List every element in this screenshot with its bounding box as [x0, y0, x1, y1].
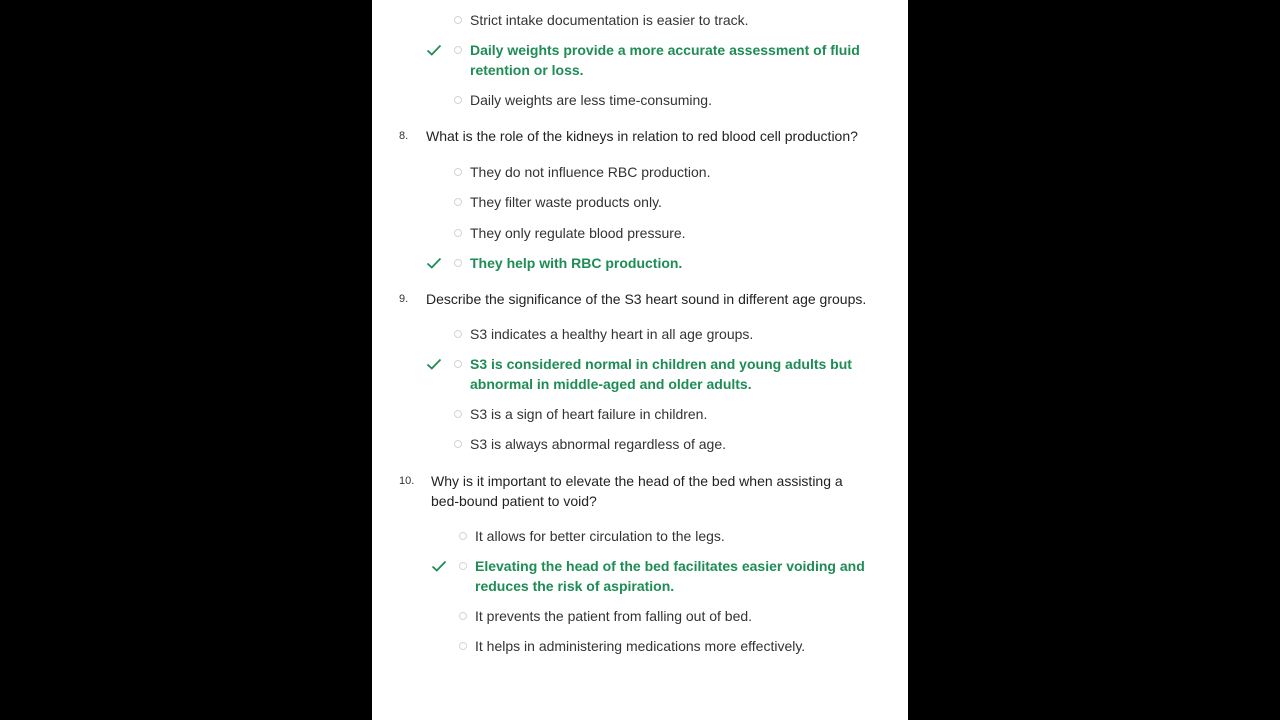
option-text: It prevents the patient from falling out of bed.	[475, 608, 753, 624]
option-text: It allows for better circulation to the legs.	[475, 528, 725, 544]
radio-circle-icon[interactable]	[459, 612, 467, 620]
answer-option[interactable]	[426, 163, 866, 183]
answer-option[interactable]	[426, 405, 866, 425]
option-text: They do not influence RBC production.	[470, 164, 711, 180]
radio-circle-icon[interactable]	[459, 532, 467, 540]
answer-option-correct[interactable]	[426, 41, 866, 78]
question-text: Describe the significance of the S3 heart sound in different age groups.	[426, 291, 867, 307]
answer-option[interactable]	[426, 11, 866, 31]
radio-circle-icon[interactable]	[459, 562, 467, 570]
option-text: Strict intake documentation is easier to track.	[470, 12, 749, 28]
option-text: Daily weights provide a more accurate assessment of fluid retention or loss.	[470, 42, 860, 78]
answer-option[interactable]	[426, 435, 866, 455]
answer-option[interactable]	[426, 193, 866, 213]
answer-option[interactable]	[426, 325, 866, 345]
option-text: Daily weights are less time-consuming.	[470, 92, 712, 108]
radio-circle-icon[interactable]	[454, 229, 462, 237]
radio-circle-icon[interactable]	[454, 360, 462, 368]
radio-circle-icon[interactable]	[454, 16, 462, 24]
radio-circle-icon[interactable]	[454, 198, 462, 206]
checkmark-icon	[426, 255, 442, 271]
option-text: Elevating the head of the bed facilitates easier voiding and reduces the risk of aspiration.	[475, 558, 865, 594]
question-number: 10.	[399, 475, 415, 487]
radio-circle-icon[interactable]	[454, 330, 462, 338]
question-number: 9.	[399, 293, 409, 305]
radio-circle-icon[interactable]	[454, 259, 462, 267]
question-text: Why is it important to elevate the head of the bed when assisting a bed-bound patient to void?	[431, 473, 843, 509]
option-text: S3 is a sign of heart failure in children.	[470, 406, 708, 422]
answer-option[interactable]	[426, 224, 866, 244]
answer-option[interactable]	[431, 607, 871, 627]
answer-option[interactable]	[426, 91, 866, 111]
radio-circle-icon[interactable]	[459, 642, 467, 650]
radio-circle-icon[interactable]	[454, 96, 462, 104]
option-text: They help with RBC production.	[470, 255, 683, 271]
radio-circle-icon[interactable]	[454, 46, 462, 54]
checkmark-icon	[426, 356, 442, 372]
question-text: What is the role of the kidneys in relation to red blood cell production?	[426, 128, 858, 144]
answer-option-correct[interactable]	[426, 254, 866, 274]
option-text: S3 is always abnormal regardless of age.	[470, 436, 727, 452]
radio-circle-icon[interactable]	[454, 440, 462, 448]
option-text: It helps in administering medications more effectively.	[475, 638, 806, 654]
answer-option[interactable]	[431, 527, 871, 547]
checkmark-icon	[426, 42, 442, 58]
question-number: 8.	[399, 130, 409, 142]
radio-circle-icon[interactable]	[454, 168, 462, 176]
quiz-page	[372, 0, 908, 720]
radio-circle-icon[interactable]	[454, 410, 462, 418]
answer-option-correct[interactable]	[431, 557, 871, 594]
option-text: S3 indicates a healthy heart in all age groups.	[470, 326, 754, 342]
option-text: They filter waste products only.	[470, 194, 662, 210]
checkmark-icon	[431, 558, 447, 574]
option-text: They only regulate blood pressure.	[470, 225, 686, 241]
option-text: S3 is considered normal in children and young adults but abnormal in middle-aged and older adults.	[470, 356, 852, 392]
answer-option[interactable]	[431, 637, 871, 657]
answer-option-correct[interactable]	[426, 355, 866, 392]
